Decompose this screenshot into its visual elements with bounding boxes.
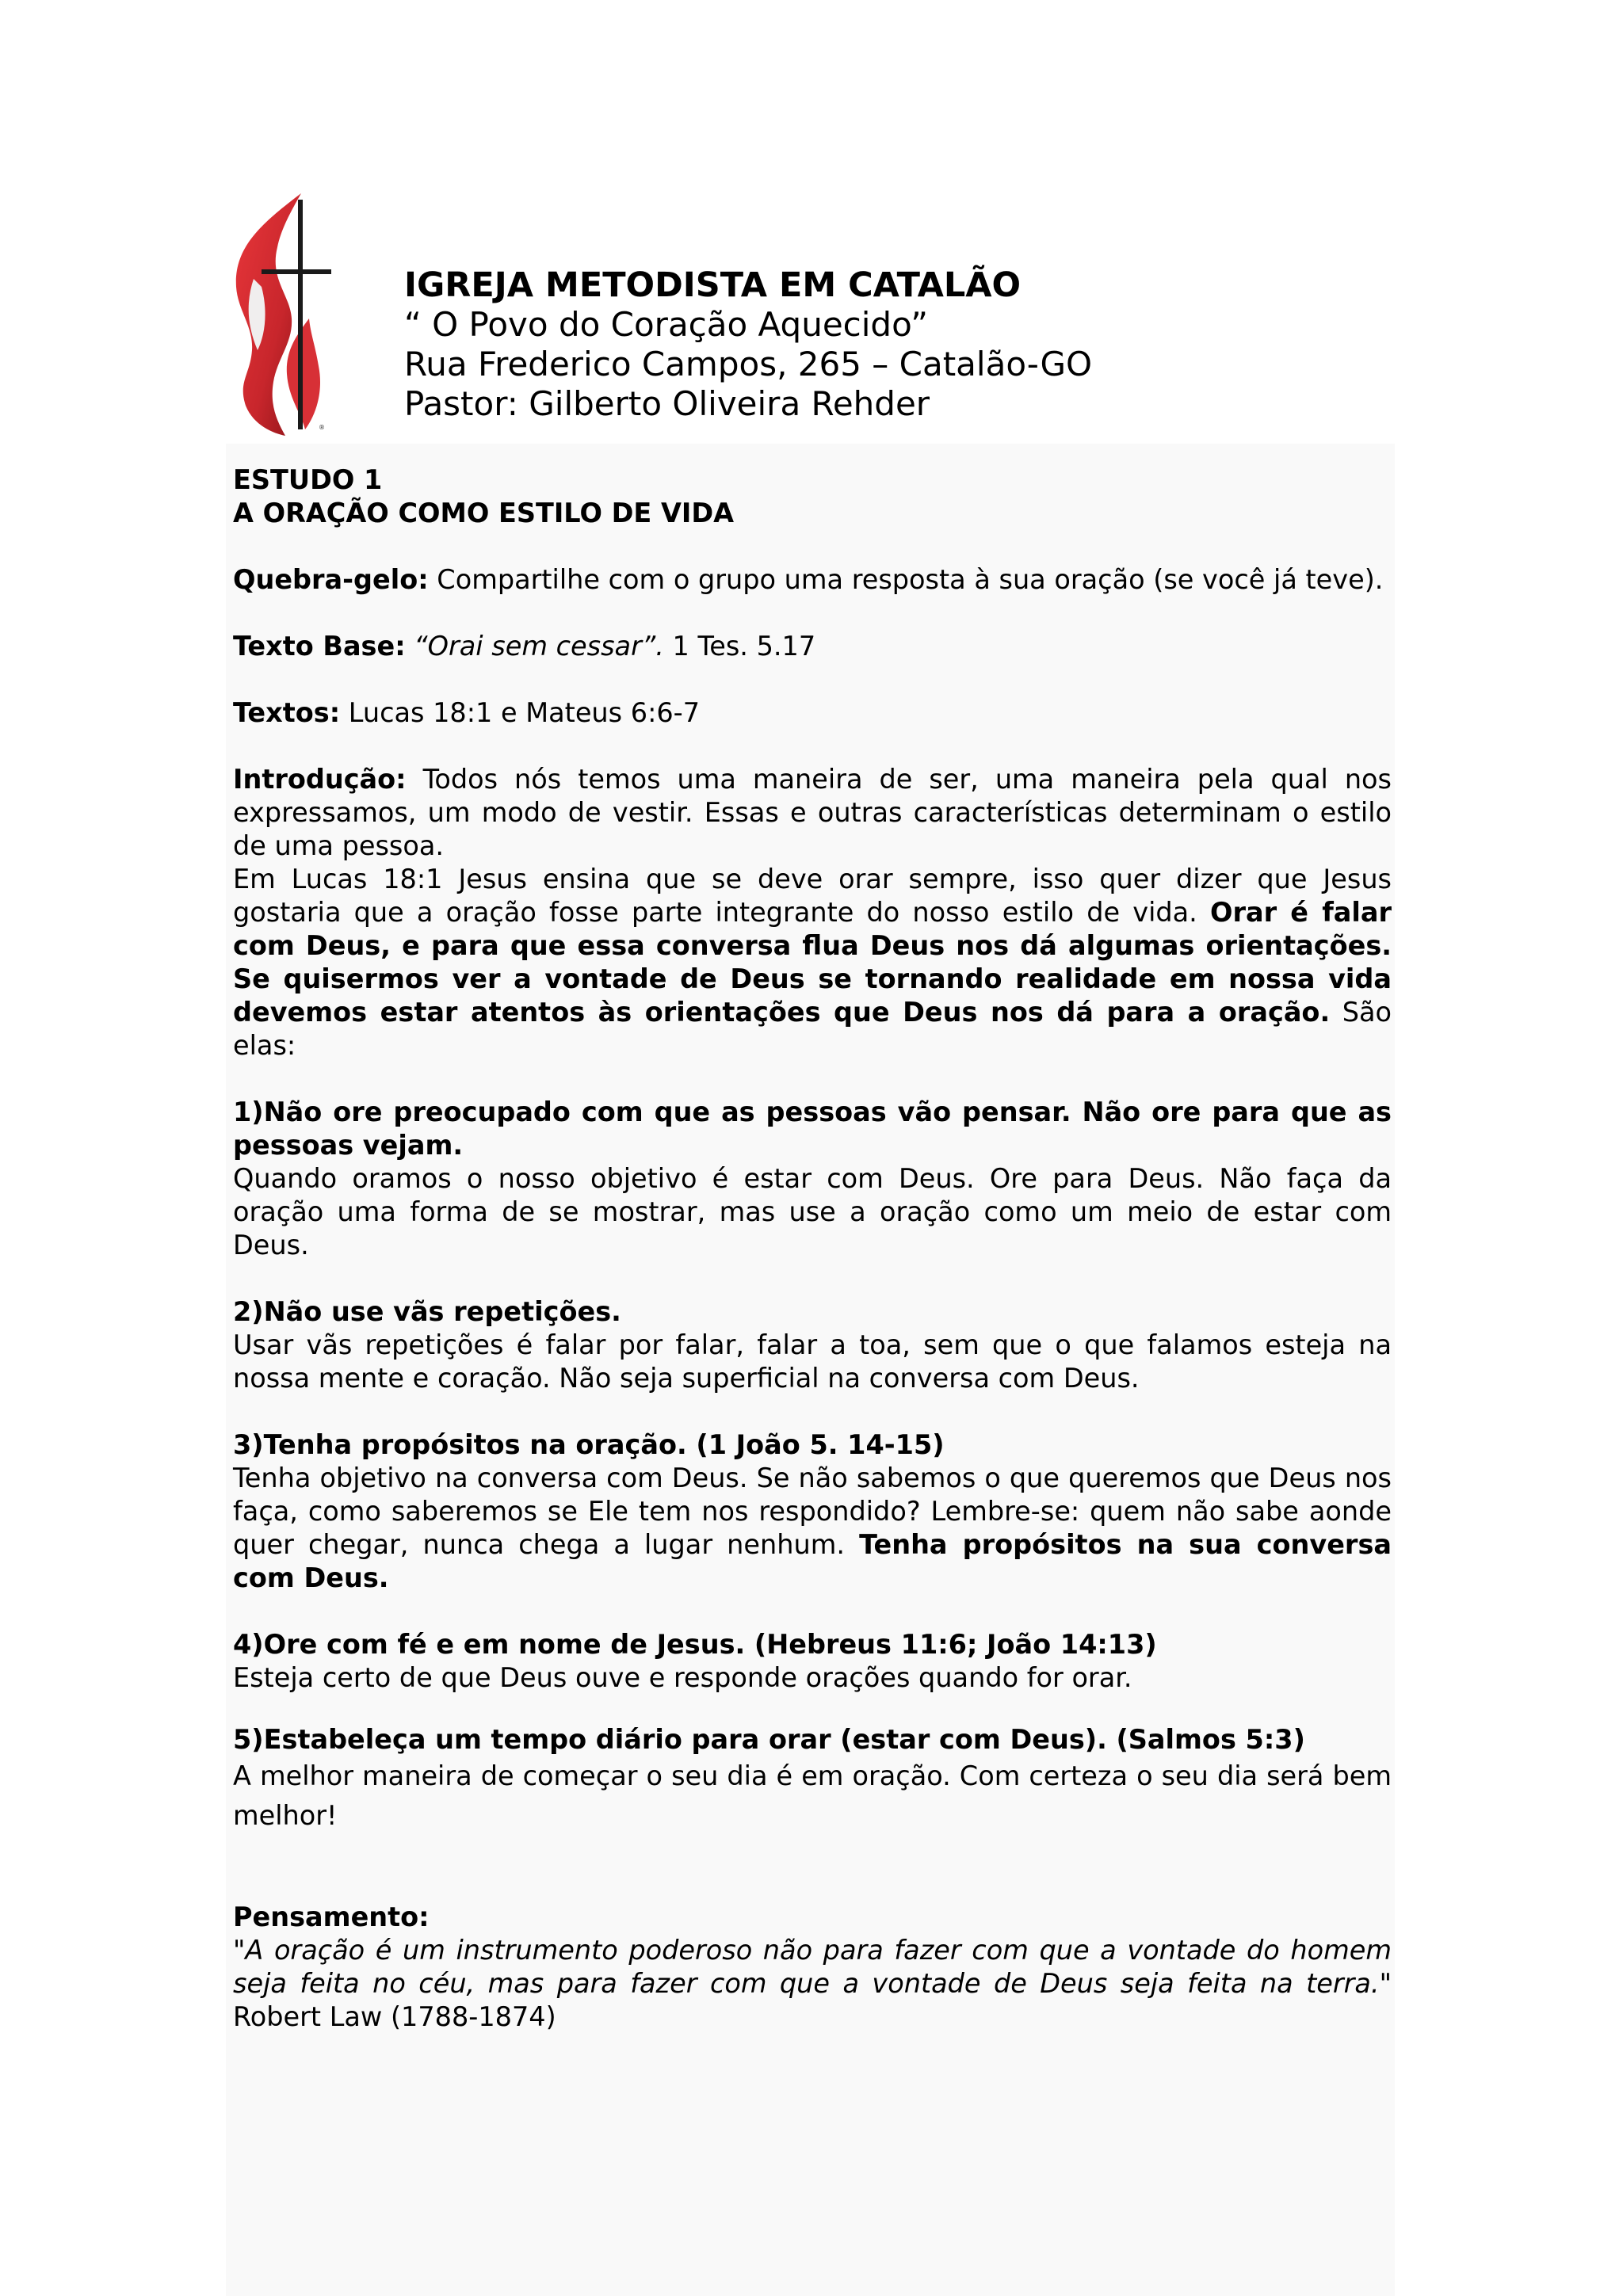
texts-label: Textos:: [233, 697, 341, 728]
point-5-text: A melhor maneira de começar o seu dia é em oração. Com certeza o seu dia será bem melhor!: [233, 1760, 1392, 1831]
texts-text: Lucas 18:1 e Mateus 6:6-7: [340, 697, 701, 728]
study-title: A ORAÇÃO COMO ESTILO DE VIDA: [233, 498, 735, 528]
point-3-heading: 3)Tenha propósitos na oração. (1 João 5. 14-15): [233, 1429, 945, 1460]
intro-text-1: Todos nós temos uma maneira de ser, uma maneira pela qual nos expressamos, um modo de vestir. Essas e outras características determinam o estilo de uma pessoa.: [233, 764, 1392, 861]
base-text-quote: “Orai sem cessar”.: [405, 631, 664, 662]
point-2-heading: 2)Não use vãs repetições.: [233, 1296, 621, 1327]
thought-label: Pensamento:: [233, 1901, 430, 1932]
icebreaker-paragraph: [233, 563, 1392, 597]
point-1-text: Quando oramos o nosso objetivo é estar com Deus. Ore para Deus. Não faça da oração uma forma de se mostrar, mas use a oração como um meio de estar com Deus.: [233, 1163, 1392, 1261]
study-content: [233, 463, 1392, 2034]
base-text-label: Texto Base:: [233, 631, 406, 662]
intro-label: Introdução:: [233, 764, 407, 795]
icebreaker-text: Compartilhe com o grupo uma resposta à sua oração (se você já teve).: [428, 564, 1384, 595]
church-header: [404, 265, 1092, 424]
point-3-text: Tenha objetivo na conversa com Deus. Se não sabemos o que queremos que Deus nos faça, como saberemos se Ele tem nos respondido? Lembre-se: quem não sabe aonde quer chegar, nunca chega a lugar nenhum. Tenha propósitos na sua conversa com Deus.: [233, 1463, 1392, 1593]
thought-paragraph: [233, 1934, 1392, 2034]
intro-paragraph-2: [233, 863, 1392, 1062]
svg-text:®: ®: [319, 424, 325, 431]
church-address: Rua Frederico Campos, 265 – Catalão-GO: [404, 345, 1093, 383]
base-text-ref: 1 Tes. 5.17: [663, 631, 816, 662]
base-text-paragraph: [233, 630, 1392, 663]
point-5-heading: 5)Estabeleça um tempo diário para orar (estar com Deus). (Salmos 5:3): [233, 1724, 1305, 1755]
church-motto: “ O Povo do Coração Aquecido”: [404, 305, 929, 344]
study-label: ESTUDO 1: [233, 464, 383, 495]
cross-and-flame-icon: [230, 192, 333, 437]
intro-end: São elas:: [233, 997, 1392, 1061]
thought-author: Robert Law (1788-1874): [233, 2001, 556, 2032]
intro-paragraph-1: [233, 763, 1392, 863]
icebreaker-label: Quebra-gelo:: [233, 564, 429, 595]
texts-paragraph: [233, 696, 1392, 730]
intro-bold: Orar é falar com Deus, e para que essa conversa flua Deus nos dá algumas orientações. Se quisermos ver a vontade de Deus se tornando realidade em nossa vida devemos estar atentos às orientações que Deus nos dá para a oração.: [233, 897, 1392, 1028]
thought-quote: "A oração é um instrumento poderoso não para fazer com que a vontade do homem seja feita no céu, mas para fazer com que a vontade de Deus seja feita na terra.": [233, 1935, 1392, 1999]
church-pastor: Pastor: Gilberto Oliveira Rehder: [404, 384, 930, 423]
point-4-text: Esteja certo de que Deus ouve e responde orações quando for orar.: [233, 1662, 1132, 1693]
point-1-heading: 1)Não ore preocupado com que as pessoas vão pensar. Não ore para que as pessoas vejam.: [233, 1097, 1392, 1161]
point-2-text: Usar vãs repetições é falar por falar, falar a toa, sem que o que falamos esteja na nossa mente e coração. Não seja superficial na conversa com Deus.: [233, 1329, 1392, 1394]
church-name: IGREJA METODISTA EM CATALÃO: [404, 265, 1022, 305]
point-4-heading: 4)Ore com fé e em nome de Jesus. (Hebreus 11:6; João 14:13): [233, 1629, 1157, 1660]
intro-text-2: Em Lucas 18:1 Jesus ensina que se deve orar sempre, isso quer dizer que Jesus gostaria que a oração fosse parte integrante do nosso estilo de vida.: [233, 864, 1392, 928]
